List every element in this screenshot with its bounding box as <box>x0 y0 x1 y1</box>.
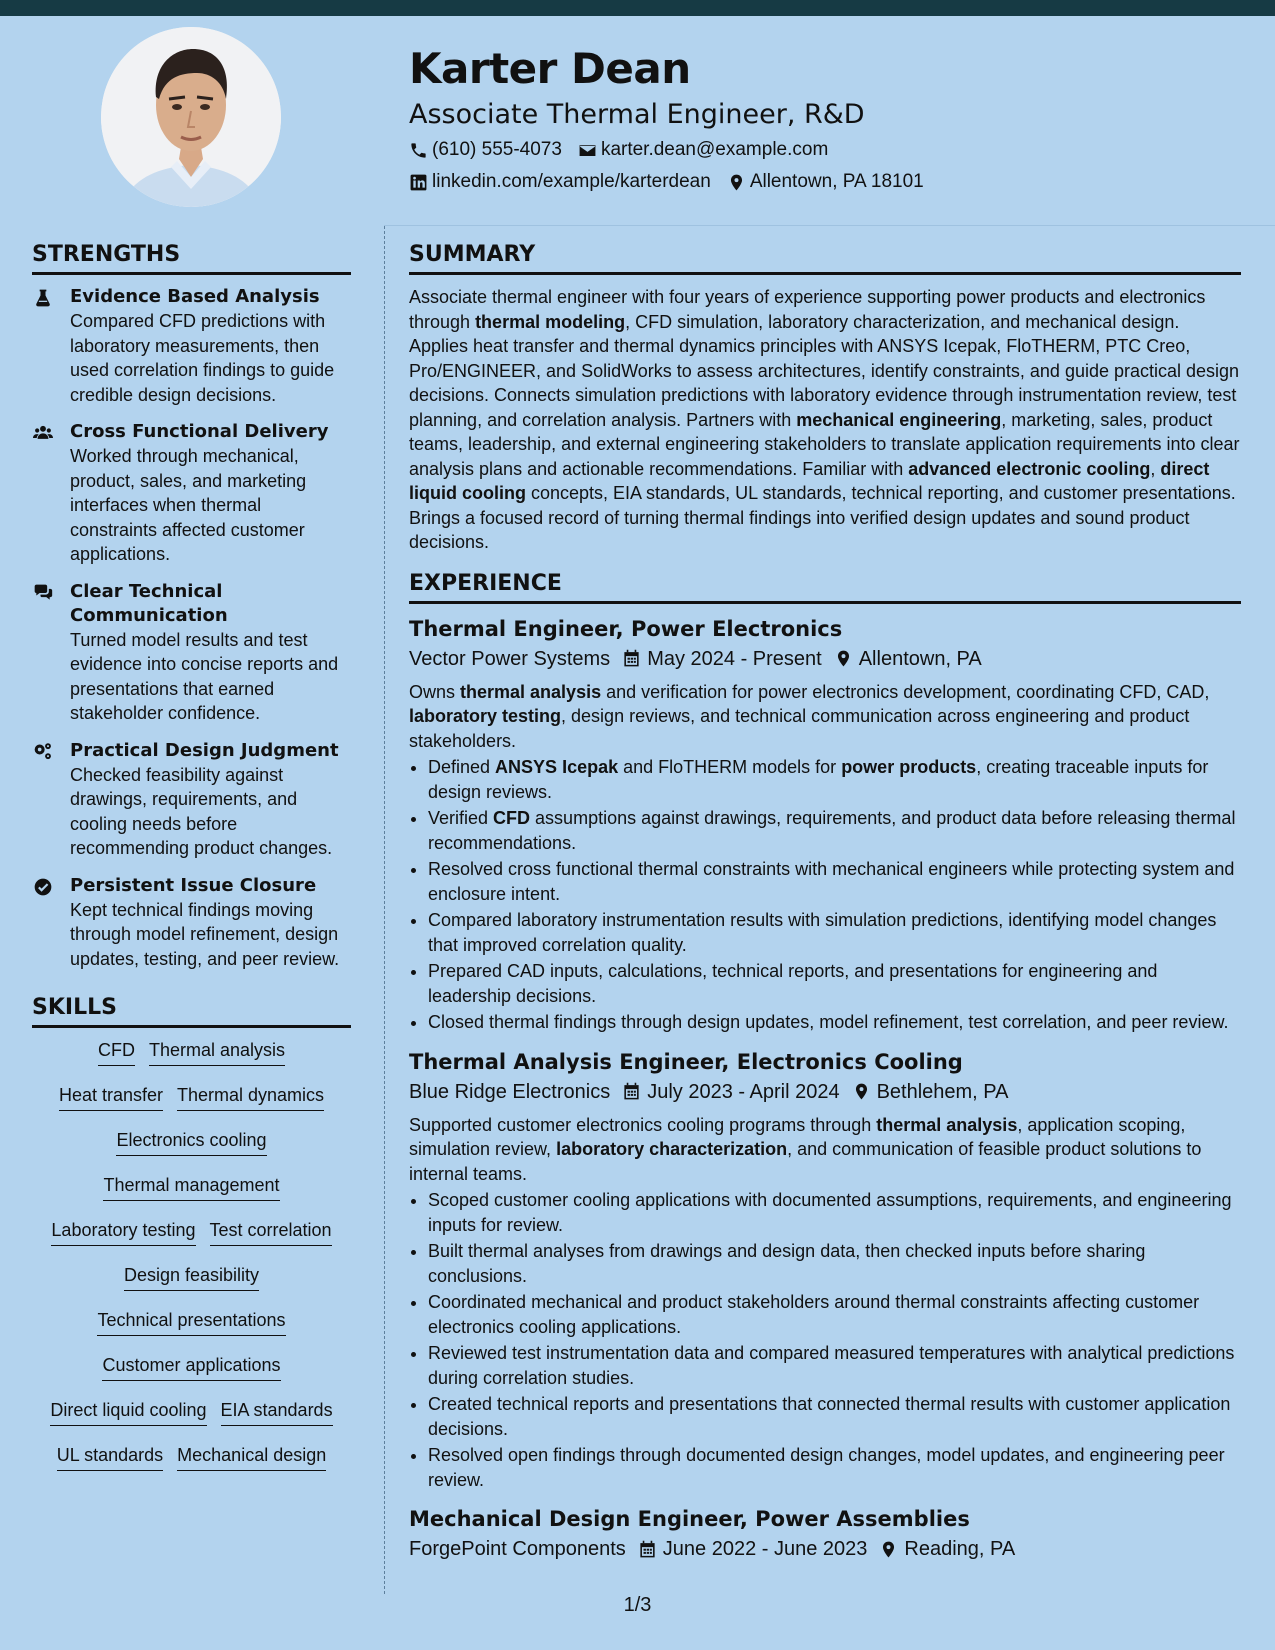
skill-tag: Laboratory testing <box>51 1218 195 1246</box>
calendar-icon <box>622 649 641 668</box>
job-bullet: • Coordinated mechanical and product stakeholders around thermal constraints affecting customer electronics cooling applications. <box>428 1290 1241 1339</box>
strength-description: Compared CFD predictions with laboratory measurements, then used correlation findings to guide credible design decisions. <box>70 311 335 405</box>
left-column <box>32 240 351 1488</box>
candidate-name: Karter Dean <box>409 44 691 93</box>
job-entry <box>409 1047 1241 1493</box>
column-divider <box>384 226 385 1594</box>
experience-heading: EXPERIENCE <box>409 569 1241 604</box>
skill-tag: Heat transfer <box>59 1083 163 1111</box>
company-name: ForgePoint Components <box>409 1538 626 1560</box>
job-description: Supported customer electronics cooling programs through thermal analysis, application scoping, simulation review, laboratory characterization, and communication of feasible product solutions to internal teams. <box>409 1114 1202 1184</box>
job-bullet: • Resolved cross functional thermal constraints with mechanical engineers while protecting system and enclosure intent. <box>428 857 1241 906</box>
strength-description: Turned model results and test evidence into concise reports and presentations that earned stakeholder confidence. <box>70 629 339 723</box>
job-entry <box>409 1504 1241 1564</box>
skill-tag: Thermal analysis <box>149 1038 285 1066</box>
map-pin-icon <box>834 649 853 668</box>
candidate-title: Associate Thermal Engineer, R&D <box>409 99 865 130</box>
users-icon <box>32 423 54 443</box>
right-column <box>409 240 1241 1576</box>
comments-icon <box>32 583 54 603</box>
experience-list <box>409 614 1241 1565</box>
job-dates: June 2022 - June 2023 <box>662 1538 868 1560</box>
summary-text: Associate thermal engineer with four years of experience supporting power products and electronics through thermal modeling, CFD simulation, laboratory characterization, and mechanical design. Applies heat transfer and thermal dynamics principles with ANSYS Icepak, FloTHERM, PTC Creo, Pro/ENGINEER, and SolidWorks to assess architectures, identify constraints, and guide practical design decisions. Connects simulation predictions with laboratory evidence through instrumentation review, test planning, and correlation analysis. Partners with mechanical engineering, marketing, sales, product teams, leadership, and external engineering stakeholders to translate application requirements into clear analysis plans and actionable recommendations. Familiar with advanced electronic cooling, direct liquid cooling concepts, EIA standards, UL standards, technical reporting, and customer presentations. Brings a focused record of turning thermal findings into verified design updates and sound product decisions. <box>409 287 1240 552</box>
job-bullets <box>409 1188 1241 1492</box>
strength-item <box>32 580 351 726</box>
phone-icon <box>409 141 428 160</box>
linkedin-contact[interactable] <box>409 166 711 198</box>
job-bullet: • Prepared CAD inputs, calculations, technical reports, and presentations for engineering and leadership decisions. <box>428 959 1241 1008</box>
job-bullet: • Verified CFD assumptions against drawings, requirements, and product data before releasing thermal recommendations. <box>428 806 1241 855</box>
page-number: 1/3 <box>623 1594 652 1616</box>
job-meta <box>409 1534 1241 1564</box>
gears-icon <box>32 742 54 762</box>
skill-row <box>32 1083 351 1128</box>
linkedin-icon <box>409 173 428 192</box>
strength-description: Checked feasibility against drawings, requirements, and cooling needs before recommending product changes. <box>70 764 333 858</box>
top-accent-bar <box>0 0 1275 16</box>
job-dates: May 2024 - Present <box>647 647 822 670</box>
job-meta <box>409 1077 1241 1107</box>
job-description: Owns thermal analysis and verification for power electronics development, coordinating CFD, CAD, laboratory testing, design reviews, and technical communication across engineering and product stakeholders. <box>409 681 1210 751</box>
company-name: Blue Ridge Electronics <box>409 1080 611 1103</box>
location-contact <box>727 166 924 198</box>
skill-tag: Customer applications <box>102 1353 280 1381</box>
strength-item <box>32 420 351 567</box>
skill-row <box>32 1308 351 1353</box>
skills-list <box>32 1038 351 1488</box>
job-bullet: • Closed thermal findings through design updates, model refinement, test correlation, and peer review. <box>428 1010 1241 1035</box>
skill-tag: CFD <box>98 1038 135 1066</box>
job-location: Reading, PA <box>904 1538 1016 1560</box>
skill-tag: Design feasibility <box>124 1263 259 1291</box>
skill-tag: EIA standards <box>221 1398 333 1426</box>
phone-text: (610) 555-4073 <box>432 139 562 160</box>
skill-row <box>32 1128 351 1173</box>
strength-title: Practical Design Judgment <box>70 739 339 761</box>
job-title: Mechanical Design Engineer, Power Assemblies <box>409 1507 970 1531</box>
company-name: Vector Power Systems <box>409 647 611 670</box>
job-meta <box>409 644 1241 674</box>
flask-icon <box>32 288 54 308</box>
contact-row-2 <box>409 166 1249 198</box>
job-bullet: • Created technical reports and presentations that connected thermal results with customer application decisions. <box>428 1392 1241 1441</box>
skill-tag: Mechanical design <box>177 1443 326 1471</box>
skill-tag: Electronics cooling <box>116 1128 266 1156</box>
contact-row-1 <box>409 134 1249 166</box>
linkedin-text: linkedin.com/example/karterdean <box>432 171 711 192</box>
job-bullet: • Scoped customer cooling applications with documented assumptions, requirements, and engineering inputs for review. <box>428 1188 1241 1237</box>
skill-row <box>32 1353 351 1398</box>
map-pin-icon <box>727 173 746 192</box>
resume-header <box>409 40 1249 198</box>
skill-row <box>32 1218 351 1263</box>
strengths-heading: STRENGTHS <box>32 240 351 275</box>
skill-tag: Direct liquid cooling <box>50 1398 206 1426</box>
skill-row <box>32 1398 351 1443</box>
location-text: Allentown, PA 18101 <box>749 171 924 192</box>
header-divider <box>384 225 1275 226</box>
strength-title: Persistent Issue Closure <box>70 874 317 896</box>
job-entry <box>409 614 1241 1035</box>
job-bullets <box>409 755 1241 1035</box>
job-location: Bethlehem, PA <box>876 1080 1009 1103</box>
skill-row <box>32 1038 351 1083</box>
skill-tag: Technical presentations <box>97 1308 285 1336</box>
strength-item <box>32 874 351 972</box>
strength-description: Kept technical findings moving through model refinement, design updates, testing, and peer review. <box>70 899 340 969</box>
envelope-icon <box>578 141 597 160</box>
email-contact[interactable] <box>578 134 828 166</box>
job-bullet: • Defined ANSYS Icepak and FloTHERM models for power products, creating traceable inputs for design reviews. <box>428 755 1241 804</box>
email-text: karter.dean@example.com <box>600 139 829 160</box>
skill-row <box>32 1173 351 1218</box>
skill-tag: Thermal dynamics <box>177 1083 324 1111</box>
summary-heading: SUMMARY <box>409 240 1241 275</box>
job-title: Thermal Analysis Engineer, Electronics Cooling <box>409 1049 963 1074</box>
skill-row <box>32 1263 351 1308</box>
job-dates: July 2023 - April 2024 <box>647 1080 840 1103</box>
profile-photo <box>101 27 281 207</box>
job-bullet: • Compared laboratory instrumentation results with simulation predictions, identifying model changes that improved correlation quality. <box>428 908 1241 957</box>
calendar-icon <box>638 1540 657 1559</box>
skills-heading: SKILLS <box>32 993 351 1028</box>
map-pin-icon <box>852 1082 871 1101</box>
job-title: Thermal Engineer, Power Electronics <box>409 616 843 641</box>
strength-item <box>32 285 351 407</box>
calendar-icon <box>622 1082 641 1101</box>
phone-contact[interactable] <box>409 134 562 166</box>
strength-description: Worked through mechanical, product, sales, and marketing interfaces when thermal constraints affected customer applications. <box>70 446 307 564</box>
skill-tag: Thermal management <box>103 1173 279 1201</box>
map-pin-icon <box>879 1540 898 1559</box>
strength-item <box>32 739 351 861</box>
skill-row <box>32 1443 351 1488</box>
job-bullet: • Reviewed test instrumentation data and compared measured temperatures with analytical predictions during correlation studies. <box>428 1341 1241 1390</box>
strength-title: Cross Functional Delivery <box>70 421 329 442</box>
job-bullet: • Built thermal analyses from drawings and design data, then checked inputs before sharing conclusions. <box>428 1239 1241 1288</box>
skill-tag: UL standards <box>57 1443 163 1471</box>
job-bullet: • Resolved open findings through documented design changes, model updates, and engineering peer review. <box>428 1443 1241 1492</box>
strength-title: Evidence Based Analysis <box>70 286 320 307</box>
check-circle-icon <box>32 877 54 897</box>
job-location: Allentown, PA <box>858 647 982 670</box>
strengths-list <box>32 285 351 971</box>
strength-title: Clear Technical Communication <box>70 580 228 626</box>
skill-tag: Test correlation <box>210 1218 332 1246</box>
